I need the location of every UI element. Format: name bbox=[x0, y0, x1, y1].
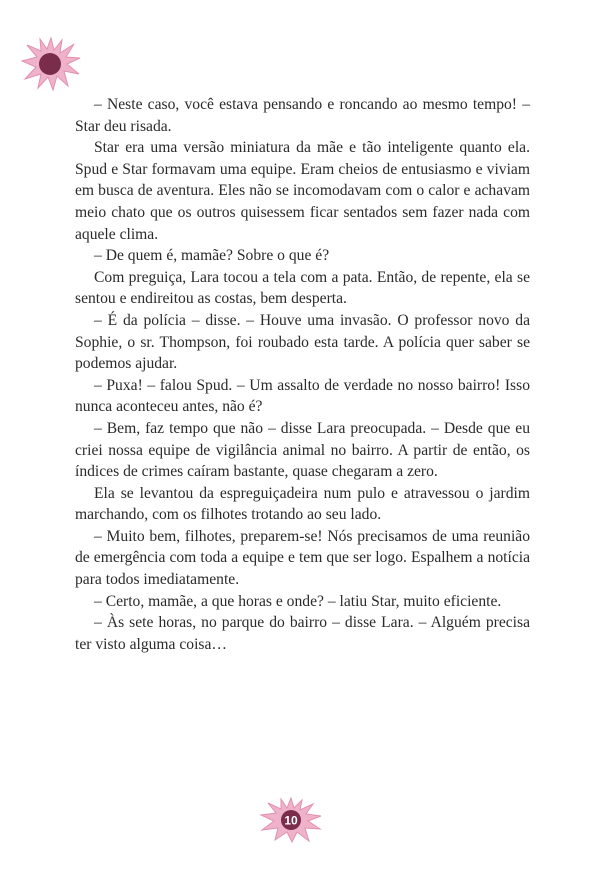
paragraph: – Muito bem, filhotes, preparem-se! Nós precisamos de uma reunião de emergência com toda a equipe e tem que ser logo. Espalhem a notícia para todos imediatamente. bbox=[75, 527, 530, 589]
paragraph: Com preguiça, Lara tocou a tela com a pata. Então, de repente, ela se sentou e endireitou as costas, bem desperta. bbox=[75, 268, 530, 308]
page-number: 10 bbox=[284, 813, 298, 828]
paragraph: – Puxa! – falou Spud. – Um assalto de verdade no nosso bairro! Isso nunca aconteceu antes, não é? bbox=[75, 376, 530, 416]
paragraph: – Bem, faz tempo que não – disse Lara preocupada. – Desde que eu criei nossa equipe de vigilância animal no bairro. A partir de então, os índices de crimes caíram bastante, quase chegaram a zero. bbox=[75, 419, 530, 481]
paragraph: – É da polícia – disse. – Houve uma invasão. O professor novo da Sophie, o sr. Thompson, foi roubado esta tarde. A polícia quer saber se podemos ajudar. bbox=[75, 311, 530, 373]
paragraph: – Neste caso, você estava pensando e roncando ao mesmo tempo! – Star deu risada. bbox=[75, 96, 530, 135]
splash-center-dot bbox=[39, 53, 61, 75]
story-text bbox=[75, 94, 530, 655]
splash-ornament bbox=[20, 36, 82, 92]
page-number-badge bbox=[259, 797, 323, 843]
paragraph: – De quem é, mamãe? Sobre o que é? bbox=[94, 247, 330, 265]
paragraph: – Às sete horas, no parque do bairro – disse Lara. – Alguém precisa ter visto alguma coisa… bbox=[75, 614, 530, 653]
paragraph: – Certo, mamãe, a que horas e onde? – latiu Star, muito eficiente. bbox=[94, 592, 502, 610]
paragraph: Star era uma versão miniatura da mãe e tão inteligente quanto ela. Spud e Star formavam uma equipe. Eram cheios de entusiasmo e viviam em busca de aventura. Eles não se incomodavam com o calor e achavam meio chato que os outros quisessem ficar sentados sem fazer nada com aquele clima. bbox=[75, 139, 530, 243]
paragraph: Ela se levantou da espreguiçadeira num pulo e atravessou o jardim marchando, com os filhotes trotando ao seu lado. bbox=[75, 484, 530, 524]
